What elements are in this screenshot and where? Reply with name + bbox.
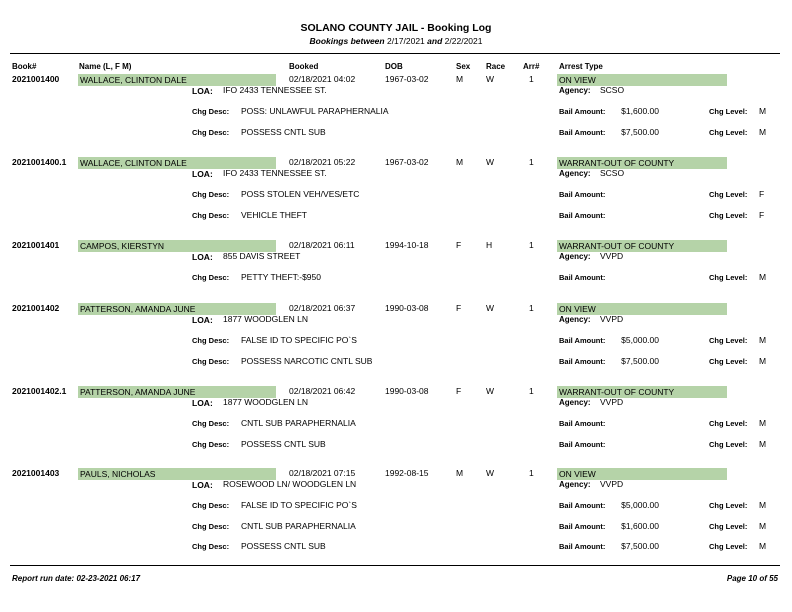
chg-desc-label: Chg Desc:: [192, 521, 230, 531]
bail-amount: $1,600.00: [621, 520, 659, 531]
book-number: 2021001401: [12, 240, 60, 250]
chg-desc-label: Chg Desc:: [192, 419, 230, 428]
agency-value: VVPD: [600, 314, 624, 324]
bail-amount: $7,500.00: [621, 541, 659, 551]
chg-level-label: Chg Level:: [709, 210, 748, 220]
charge-description: CNTL SUB PARAPHERNALIA: [241, 418, 356, 428]
charge-level: M: [759, 355, 767, 366]
sex: M: [456, 157, 464, 167]
agency-label: Agency:: [559, 398, 591, 407]
chg-level-label: Chg Level:: [709, 439, 748, 449]
race: W: [486, 303, 495, 313]
report-title: SOLANO COUNTY JAIL - Booking Log: [300, 22, 492, 34]
booked-datetime: 02/18/2021 04:02: [289, 74, 356, 84]
book-number: 2021001400.1: [12, 157, 67, 167]
chg-desc-label: Chg Desc:: [192, 210, 230, 220]
bail-amount: $5,000.00: [621, 335, 659, 345]
bail-amount-label: Bail Amount:: [559, 501, 606, 510]
chg-level-label: Chg Level:: [709, 501, 748, 510]
chg-desc-label: Chg Desc:: [192, 336, 230, 345]
inmate-name: WALLACE, CLINTON DALE: [78, 74, 276, 86]
col-book: Book#: [12, 62, 37, 71]
race: W: [486, 468, 495, 478]
bail-amount-label: Bail Amount:: [559, 542, 606, 551]
charge-description: POSSESS CNTL SUB: [241, 438, 326, 449]
agency-value: VVPD: [600, 251, 624, 261]
booked-datetime: 02/18/2021 05:22: [289, 157, 356, 167]
inmate-name: PATTERSON, AMANDA JUNE: [78, 386, 276, 398]
race: H: [486, 240, 493, 250]
charge-level: M: [759, 272, 767, 282]
chg-desc-label: Chg Desc:: [192, 273, 230, 282]
agency-value: VVPD: [600, 479, 624, 489]
col-dob: DOB: [385, 62, 403, 71]
arrest-number: 1: [529, 157, 534, 167]
book-number: 2021001402.1: [12, 386, 67, 396]
charge-description: PETTY THEFT:-$950: [241, 272, 321, 282]
col-race: Race: [486, 62, 506, 71]
subtitle-prefix: Bookings between: [309, 36, 385, 46]
arrest-number: 1: [529, 386, 534, 396]
chg-level-label: Chg Level:: [709, 107, 748, 116]
date-of-birth: 1990-03-08: [385, 303, 429, 313]
bail-amount: $5,000.00: [621, 500, 659, 510]
chg-desc-label: Chg Desc:: [192, 127, 230, 137]
arrest-type: WARRANT-OUT OF COUNTY: [557, 386, 727, 398]
agency-label: Agency:: [559, 169, 591, 178]
page-number: Page 10 of 55: [726, 574, 778, 583]
chg-level-label: Chg Level:: [709, 356, 748, 366]
col-name: Name (L, F M): [79, 62, 132, 71]
date-of-birth: 1992-08-15: [385, 468, 429, 478]
bail-amount-label: Bail Amount:: [559, 127, 606, 137]
chg-level-label: Chg Level:: [709, 190, 748, 199]
loa-label: LOA:: [192, 86, 213, 96]
bail-amount-label: Bail Amount:: [559, 336, 606, 345]
start-date: 2/17/2021: [386, 36, 425, 46]
date-of-birth: 1994-10-18: [385, 240, 429, 250]
loa-label: LOA:: [192, 252, 213, 262]
charge-description: POSS STOLEN VEH/VES/ETC: [241, 189, 360, 199]
charge-description: POSSESS NARCOTIC CNTL SUB: [241, 355, 373, 366]
charge-description: FALSE ID TO SPECIFIC PO`S: [241, 335, 357, 345]
chg-level-label: Chg Level:: [709, 336, 748, 345]
bail-amount-label: Bail Amount:: [559, 439, 606, 449]
chg-level-label: Chg Level:: [709, 419, 748, 428]
loa-value: IFO 2433 TENNESSEE ST.: [223, 168, 327, 178]
loa-label: LOA:: [192, 398, 213, 408]
bail-amount-label: Bail Amount:: [559, 419, 606, 428]
loa-value: IFO 2433 TENNESSEE ST.: [223, 85, 327, 95]
charge-description: POSS: UNLAWFUL PARAPHERNALIA: [241, 106, 389, 116]
report-subtitle: [0, 36, 792, 46]
chg-desc-label: Chg Desc:: [192, 439, 230, 449]
bail-amount: $7,500.00: [621, 355, 659, 366]
header-rule: [10, 53, 780, 54]
col-sex: Sex: [456, 62, 471, 71]
booked-datetime: 02/18/2021 07:15: [289, 468, 356, 478]
sex: F: [456, 303, 462, 313]
inmate-name: PAULS, NICHOLAS: [78, 468, 276, 480]
charge-description: POSSESS CNTL SUB: [241, 126, 326, 137]
sex: M: [456, 74, 464, 84]
chg-level-label: Chg Level:: [709, 273, 748, 282]
charge-level: M: [759, 520, 767, 531]
sex: F: [456, 240, 462, 250]
bail-amount-label: Bail Amount:: [559, 356, 606, 366]
arrest-type: ON VIEW: [557, 74, 727, 86]
date-of-birth: 1967-03-02: [385, 74, 429, 84]
loa-value: 1877 WOODGLEN LN: [223, 397, 309, 407]
loa-label: LOA:: [192, 169, 213, 179]
arrest-type: ON VIEW: [557, 303, 727, 315]
inmate-name: PATTERSON, AMANDA JUNE: [78, 303, 276, 315]
col-booked: Booked: [289, 62, 319, 71]
sex: F: [456, 386, 462, 396]
arrest-number: 1: [529, 303, 534, 313]
charge-description: VEHICLE THEFT: [241, 209, 307, 220]
booked-datetime: 02/18/2021 06:37: [289, 303, 356, 313]
bail-amount-label: Bail Amount:: [559, 210, 606, 220]
agency-label: Agency:: [559, 480, 591, 489]
bail-amount-label: Bail Amount:: [559, 273, 606, 282]
charge-level: M: [759, 500, 767, 510]
bail-amount-label: Bail Amount:: [559, 190, 606, 199]
agency-value: SCSO: [600, 85, 625, 95]
charge-level: M: [759, 418, 767, 428]
booked-datetime: 02/18/2021 06:42: [289, 386, 356, 396]
sex: M: [456, 468, 464, 478]
chg-level-label: Chg Level:: [709, 127, 748, 137]
race: W: [486, 386, 495, 396]
inmate-name: WALLACE, CLINTON DALE: [78, 157, 276, 169]
chg-level-label: Chg Level:: [709, 521, 748, 531]
chg-desc-label: Chg Desc:: [192, 190, 230, 199]
loa-value: 1877 WOODGLEN LN: [223, 314, 309, 324]
charge-level: F: [759, 189, 765, 199]
bail-amount: $7,500.00: [621, 126, 659, 137]
charge-description: POSSESS CNTL SUB: [241, 541, 326, 551]
arrest-number: 1: [529, 74, 534, 84]
agency-label: Agency:: [559, 86, 591, 95]
chg-desc-label: Chg Desc:: [192, 542, 230, 551]
inmate-name: CAMPOS, KIERSTYN: [78, 240, 276, 252]
arrest-number: 1: [529, 240, 534, 250]
charge-level: M: [759, 438, 767, 449]
chg-desc-label: Chg Desc:: [192, 356, 230, 366]
loa-value: 855 DAVIS STREET: [223, 251, 301, 261]
subtitle-and: and: [427, 36, 443, 46]
date-of-birth: 1990-03-08: [385, 386, 429, 396]
agency-label: Agency:: [559, 315, 591, 324]
bail-amount: $1,600.00: [621, 106, 659, 116]
bail-amount-label: Bail Amount:: [559, 521, 606, 531]
charge-level: M: [759, 335, 767, 345]
charge-level: M: [759, 106, 767, 116]
charge-description: FALSE ID TO SPECIFIC PO`S: [241, 500, 357, 510]
arrest-number: 1: [529, 468, 534, 478]
charge-description: CNTL SUB PARAPHERNALIA: [241, 520, 356, 531]
arrest-type: WARRANT-OUT OF COUNTY: [557, 157, 727, 169]
end-date: 2/22/2021: [444, 36, 483, 46]
agency-value: VVPD: [600, 397, 624, 407]
arrest-type: WARRANT-OUT OF COUNTY: [557, 240, 727, 252]
booked-datetime: 02/18/2021 06:11: [289, 240, 355, 250]
book-number: 2021001400: [12, 74, 60, 84]
arrest-type: ON VIEW: [557, 468, 727, 480]
charge-level: M: [759, 126, 767, 137]
agency-value: SCSO: [600, 168, 625, 178]
loa-label: LOA:: [192, 315, 213, 325]
chg-desc-label: Chg Desc:: [192, 107, 230, 116]
chg-level-label: Chg Level:: [709, 542, 748, 551]
col-arr: Arr#: [523, 62, 540, 71]
bail-amount-label: Bail Amount:: [559, 107, 606, 116]
book-number: 2021001403: [12, 468, 60, 478]
race: W: [486, 74, 495, 84]
race: W: [486, 157, 495, 167]
date-of-birth: 1967-03-02: [385, 157, 429, 167]
agency-label: Agency:: [559, 252, 591, 261]
chg-desc-label: Chg Desc:: [192, 501, 230, 510]
loa-label: LOA:: [192, 480, 213, 490]
charge-level: F: [759, 209, 765, 220]
report-run-date: Report run date: 02-23-2021 06:17: [12, 574, 141, 583]
col-arrest-type: Arrest Type: [559, 62, 603, 71]
charge-level: M: [759, 541, 767, 551]
book-number: 2021001402: [12, 303, 60, 313]
loa-value: ROSEWOOD LN/ WOODGLEN LN: [223, 479, 357, 489]
footer-rule: [10, 565, 780, 566]
